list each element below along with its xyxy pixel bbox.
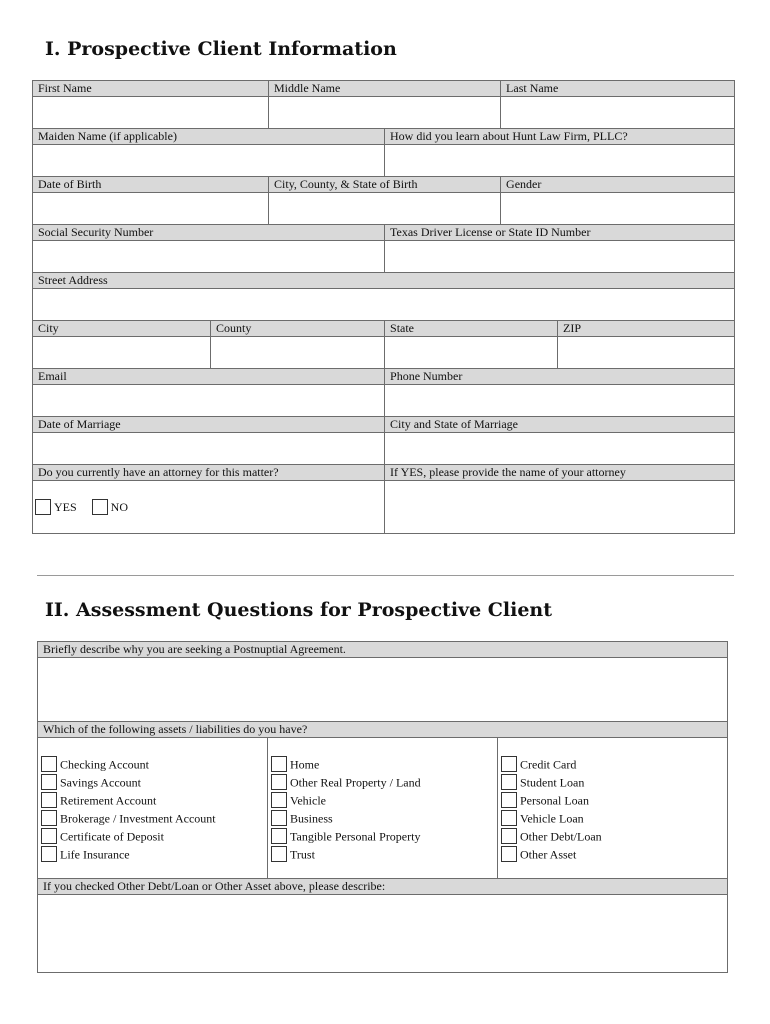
reason-field[interactable] xyxy=(38,658,728,722)
checkbox[interactable] xyxy=(41,810,57,826)
asset-savings-account[interactable]: Savings Account xyxy=(41,772,267,790)
section-2-title: II. Assessment Questions for Prospective Client xyxy=(45,599,553,621)
drivers-license-field[interactable] xyxy=(385,241,735,273)
asset-certificate-of-deposit[interactable]: Certificate of Deposit xyxy=(41,826,267,844)
describe-label: If you checked Other Debt/Loan or Other Asset above, please describe: xyxy=(38,879,728,895)
date-of-marriage-label: Date of Marriage xyxy=(33,417,385,433)
asset-personal-loan[interactable]: Personal Loan xyxy=(501,790,727,808)
has-attorney-choice xyxy=(33,481,385,534)
checkbox[interactable] xyxy=(501,792,517,808)
checkbox[interactable] xyxy=(41,846,57,862)
county-field[interactable] xyxy=(211,337,385,369)
assets-label: Which of the following assets / liabilities do you have? xyxy=(38,722,728,738)
gender-label: Gender xyxy=(501,177,735,193)
asset-home[interactable]: Home xyxy=(271,754,497,772)
checkbox[interactable] xyxy=(41,792,57,808)
attorney-name-field[interactable] xyxy=(385,481,735,534)
checkbox[interactable] xyxy=(501,810,517,826)
place-of-marriage-field[interactable] xyxy=(385,433,735,465)
ssn-field[interactable] xyxy=(33,241,385,273)
asset-brokerage-account[interactable]: Brokerage / Investment Account xyxy=(41,808,267,826)
client-info-table xyxy=(32,80,735,534)
asset-vehicle[interactable]: Vehicle xyxy=(271,790,497,808)
checkbox[interactable] xyxy=(501,828,517,844)
asset-tangible-personal-property[interactable]: Tangible Personal Property xyxy=(271,826,497,844)
state-label: State xyxy=(385,321,558,337)
asset-other-real-property[interactable]: Other Real Property / Land xyxy=(271,772,497,790)
last-name-label: Last Name xyxy=(501,81,735,97)
date-of-birth-label: Date of Birth xyxy=(33,177,269,193)
asset-life-insurance[interactable]: Life Insurance xyxy=(41,844,267,862)
checkbox[interactable] xyxy=(271,810,287,826)
ssn-label: Social Security Number xyxy=(33,225,385,241)
assets-column-1 xyxy=(38,738,268,879)
street-address-label: Street Address xyxy=(33,273,735,289)
middle-name-label: Middle Name xyxy=(269,81,501,97)
no-option[interactable] xyxy=(92,499,128,515)
email-label: Email xyxy=(33,369,385,385)
email-field[interactable] xyxy=(33,385,385,417)
no-label: NO xyxy=(110,499,129,514)
zip-field[interactable] xyxy=(558,337,735,369)
section-divider xyxy=(37,575,734,576)
zip-label: ZIP xyxy=(558,321,735,337)
describe-field[interactable] xyxy=(38,895,728,973)
checkbox[interactable] xyxy=(501,846,517,862)
checkbox[interactable] xyxy=(41,756,57,772)
asset-checking-account[interactable]: Checking Account xyxy=(41,754,267,772)
checkbox[interactable] xyxy=(41,828,57,844)
checkbox[interactable] xyxy=(501,774,517,790)
date-of-marriage-field[interactable] xyxy=(33,433,385,465)
checkbox[interactable] xyxy=(271,792,287,808)
no-checkbox[interactable] xyxy=(92,499,108,515)
assessment-table xyxy=(37,641,728,973)
referral-source-field[interactable] xyxy=(385,145,735,177)
asset-student-loan[interactable]: Student Loan xyxy=(501,772,727,790)
drivers-license-label: Texas Driver License or State ID Number xyxy=(385,225,735,241)
first-name-field[interactable] xyxy=(33,97,269,129)
asset-credit-card[interactable]: Credit Card xyxy=(501,754,727,772)
assets-column-3 xyxy=(498,738,728,879)
phone-field[interactable] xyxy=(385,385,735,417)
checkbox[interactable] xyxy=(271,828,287,844)
date-of-birth-field[interactable] xyxy=(33,193,269,225)
asset-trust[interactable]: Trust xyxy=(271,844,497,862)
yes-option[interactable] xyxy=(35,499,77,515)
place-of-birth-field[interactable] xyxy=(269,193,501,225)
place-of-birth-label: City, County, & State of Birth xyxy=(269,177,501,193)
asset-other-asset[interactable]: Other Asset xyxy=(501,844,727,862)
state-field[interactable] xyxy=(385,337,558,369)
checkbox[interactable] xyxy=(271,756,287,772)
maiden-name-field[interactable] xyxy=(33,145,385,177)
street-address-field[interactable] xyxy=(33,289,735,321)
yes-label: YES xyxy=(54,499,77,514)
asset-vehicle-loan[interactable]: Vehicle Loan xyxy=(501,808,727,826)
reason-label: Briefly describe why you are seeking a Postnuptial Agreement. xyxy=(38,642,728,658)
checkbox[interactable] xyxy=(41,774,57,790)
checkbox[interactable] xyxy=(501,756,517,772)
checkbox[interactable] xyxy=(271,774,287,790)
asset-business[interactable]: Business xyxy=(271,808,497,826)
city-label: City xyxy=(33,321,211,337)
yes-checkbox[interactable] xyxy=(35,499,51,515)
place-of-marriage-label: City and State of Marriage xyxy=(385,417,735,433)
section-1-title: I. Prospective Client Information xyxy=(45,38,397,60)
phone-label: Phone Number xyxy=(385,369,735,385)
gender-field[interactable] xyxy=(501,193,735,225)
middle-name-field[interactable] xyxy=(269,97,501,129)
assets-column-2 xyxy=(268,738,498,879)
checkbox[interactable] xyxy=(271,846,287,862)
maiden-name-label: Maiden Name (if applicable) xyxy=(33,129,385,145)
has-attorney-label: Do you currently have an attorney for this matter? xyxy=(33,465,385,481)
county-label: County xyxy=(211,321,385,337)
city-field[interactable] xyxy=(33,337,211,369)
last-name-field[interactable] xyxy=(501,97,735,129)
asset-other-debt-loan[interactable]: Other Debt/Loan xyxy=(501,826,727,844)
first-name-label: First Name xyxy=(33,81,269,97)
attorney-name-label: If YES, please provide the name of your attorney xyxy=(385,465,735,481)
referral-source-label: How did you learn about Hunt Law Firm, PLLC? xyxy=(385,129,735,145)
asset-retirement-account[interactable]: Retirement Account xyxy=(41,790,267,808)
